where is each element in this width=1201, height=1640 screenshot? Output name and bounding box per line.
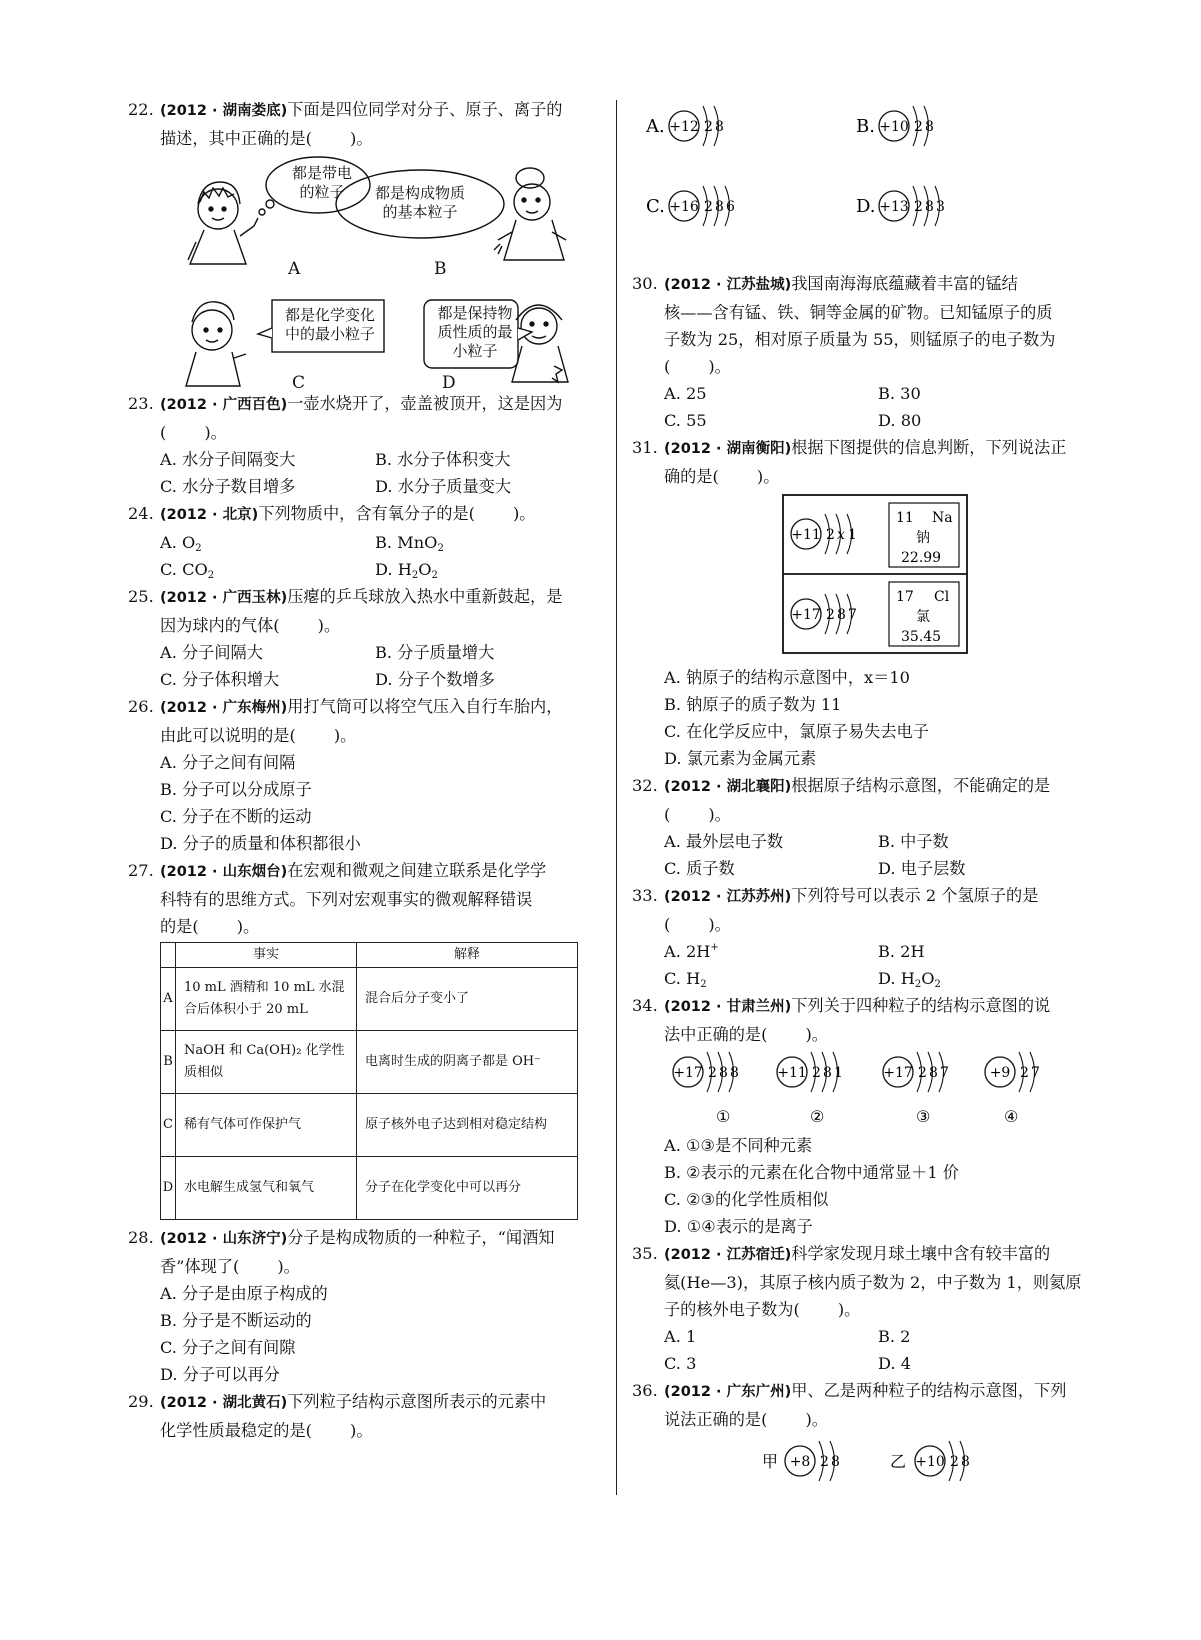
question-36 (632, 1377, 1092, 1491)
option-c[interactable]: C. $H_2$ (664, 969, 707, 990)
option-c[interactable]: C. 3 (664, 1354, 697, 1373)
option-b[interactable]: B. MnO$_2$ (375, 533, 444, 554)
question-stem: 下列粒子结构示意图所表示的元素中 (287, 1392, 547, 1411)
question-number: 32. (632, 776, 658, 795)
question-stem: 子数为 25，相对原子质量为 55，则锰原子的电子数为 (664, 330, 1056, 349)
nucleus-charge: +11 (777, 1065, 807, 1081)
option-b[interactable]: B. 中子数 (878, 832, 949, 851)
question-stem: 根据原子结构示意图，不能确定的是 (791, 776, 1051, 795)
table-header-fact: 事实 (176, 943, 357, 968)
question-34 (632, 992, 1092, 1240)
electron-count: 7 (848, 607, 857, 623)
question-stem-end: )。 (837, 1300, 861, 1319)
question-number: 30. (632, 274, 658, 293)
option-b[interactable]: B. 分子质量增大 (375, 643, 495, 662)
electron-count: 2 (704, 199, 713, 215)
question-stem: 核——含有锰、铁、铜等金属的矿物。已知锰原子的质 (664, 303, 1053, 322)
bubble-a-text: 都是带电 的粒子 (291, 164, 352, 201)
question-stem: 甲、乙是两种粒子的结构示意图，下列 (791, 1381, 1067, 1400)
question-stem: 压瘪的乒乓球放入热水中重新鼓起，是 (287, 587, 563, 606)
option-label[interactable]: C. (646, 196, 665, 217)
student-c-drawing (186, 302, 246, 386)
question-stem: ( (160, 423, 167, 442)
question-number: 28. (128, 1228, 154, 1247)
question-stem-end: )。 (512, 504, 536, 523)
electron-count: 2 (812, 1065, 821, 1081)
svg-text:乙: 乙 (890, 1452, 907, 1471)
question-number: 35. (632, 1244, 658, 1263)
electron-count: 8 (831, 1454, 840, 1470)
electron-count: 7 (1031, 1065, 1040, 1081)
question-stem-end: )。 (317, 616, 341, 635)
question-number: 34. (632, 996, 658, 1015)
option-c[interactable]: C. 质子数 (664, 859, 735, 878)
question-stem-end: )。 (350, 129, 373, 148)
option-d[interactable]: D. 80 (878, 411, 922, 430)
nucleus-charge: +8 (789, 1454, 811, 1470)
question-stem: 法中正确的是( (664, 1025, 768, 1044)
question-source: (2012 · 湖北黄石) (160, 1395, 288, 1411)
question-stem-end: )。 (708, 915, 731, 934)
question-stem-end: )。 (236, 917, 260, 936)
option-label[interactable]: D. (856, 196, 876, 217)
electron-count: 1 (834, 1065, 843, 1081)
question-stem-end: )。 (756, 467, 780, 486)
question-stem: 因为球内的气体( (160, 616, 280, 635)
electron-count: 2 (1020, 1065, 1029, 1081)
question-stem-end: )。 (805, 1025, 828, 1044)
question-source: (2012 · 广东广州) (664, 1384, 792, 1400)
electron-count: 8 (719, 1065, 728, 1081)
left-column (128, 96, 590, 1444)
bubble-b-text: 都是构成物质 的基本粒子 (374, 184, 465, 221)
option-b[interactable]: B. 水分子体积变大 (375, 450, 511, 469)
question-stem: 子的核外电子数为( (664, 1300, 800, 1319)
question-source: (2012 · 江苏苏州) (664, 889, 792, 905)
figure-label-d: D (442, 373, 456, 393)
question-stem: 化学性质最稳定的是( (160, 1421, 313, 1440)
figure-label-b: B (434, 259, 447, 279)
svg-text:Na: Na (932, 510, 953, 526)
electron-count: 8 (961, 1454, 970, 1470)
q29-options (632, 102, 1092, 270)
option-a[interactable]: A. 25 (664, 384, 707, 403)
student-a-drawing (188, 182, 274, 264)
question-stem: 的是( (160, 917, 199, 936)
question-stem: 下列物质中，含有氧分子的是( (258, 504, 475, 523)
option-c[interactable]: C. 分子体积增大 (160, 670, 280, 689)
option-d[interactable]: D. $H_2O_2$ (375, 560, 438, 581)
question-source: (2012 · 江苏宿迁) (664, 1247, 792, 1263)
electron-count: 2 (826, 607, 835, 623)
question-stem: 在宏观和微观之间建立联系是化学学 (287, 861, 547, 880)
question-number: 31. (632, 438, 658, 457)
question-source: (2012 · 山东济宁) (160, 1231, 288, 1247)
question-stem-end: )。 (708, 357, 731, 376)
question-stem: 下面是四位同学对分子、原子、离子的 (287, 100, 563, 119)
svg-text:甲: 甲 (762, 1452, 779, 1471)
question-number: 29. (128, 1392, 154, 1411)
electron-count: 8 (929, 1065, 938, 1081)
electron-count: 2 (708, 1065, 717, 1081)
q31-figure (782, 494, 1092, 658)
question-number: 23. (128, 394, 154, 413)
option-label[interactable]: A. (646, 116, 665, 137)
question-28 (128, 1224, 590, 1388)
q31-element-table (782, 494, 968, 654)
question-number: 33. (632, 886, 658, 905)
option-b[interactable]: B. 分子是不断运动的 (160, 1311, 312, 1330)
option-c[interactable]: C. 55 (664, 411, 707, 430)
question-29 (128, 1388, 590, 1444)
question-26 (128, 693, 590, 857)
electron-count: 8 (730, 1065, 739, 1081)
svg-text:35.45: 35.45 (901, 629, 942, 645)
option-d[interactable]: D. 分子可以再分 (160, 1365, 280, 1384)
bubble-d-text: 都是保持物 质性质的最 小粒子 (437, 304, 513, 360)
option-a[interactable]: A. 分子间隔大 (160, 643, 263, 662)
electron-count: 7 (940, 1065, 949, 1081)
electron-count: 2 (914, 119, 923, 135)
question-stem-end: )。 (350, 1421, 373, 1440)
electron-count: 8 (837, 607, 846, 623)
question-stem: 科特有的思维方式。下列对宏观事实的微观解释错误 (160, 890, 533, 909)
question-stem: 说法正确的是( (664, 1410, 768, 1429)
question-31 (632, 434, 1092, 772)
question-stem: 科学家发现月球土壤中含有较丰富的 (791, 1244, 1051, 1263)
question-source: (2012 · 湖北襄阳) (664, 779, 792, 795)
q27-table (160, 942, 578, 1220)
question-27 (128, 857, 590, 1220)
options (160, 446, 590, 500)
nucleus-charge: +17 (791, 607, 821, 623)
table-row[interactable]: C 稀有气体可作保护气 原子核外电子达到相对稳定结构 (161, 1094, 578, 1157)
question-stem: ( (664, 357, 671, 376)
figure-label-c: C (292, 373, 306, 393)
options (664, 938, 1092, 992)
student-d-drawing (512, 305, 568, 382)
option-c[interactable]: C. 在化学反应中，氯原子易失去电子 (664, 722, 929, 741)
question-stem: 我国南海海底蕴藏着丰富的锰结 (791, 274, 1018, 293)
question-22 (128, 96, 590, 152)
option-c[interactable]: C. 分子在不断的运动 (160, 807, 312, 826)
question-stem-end: )。 (204, 423, 227, 442)
question-stem: 由此可以说明的是( (160, 726, 296, 745)
question-number: 24. (128, 504, 154, 523)
option-c[interactable]: C. 分子之间有间隙 (160, 1338, 296, 1357)
question-stem: 下列符号可以表示 2 个氢原子的是 (791, 886, 1039, 905)
svg-text:④: ④ (1004, 1107, 1019, 1126)
question-stem: 确的是( (664, 467, 719, 486)
question-33 (632, 882, 1092, 992)
option-d[interactable]: D. 氯元素为金属元素 (664, 749, 817, 768)
question-number: 26. (128, 697, 154, 716)
q29-atom-diagrams (632, 102, 1092, 270)
question-stem-end: )。 (333, 726, 357, 745)
option-b[interactable]: B. 2 (878, 1327, 911, 1346)
option-c[interactable]: C. 水分子数目增多 (160, 477, 296, 496)
table-row[interactable]: B NaOH 和 Ca(OH)₂ 化学性质相似 电离时生成的阴离子都是 OH⁻ (161, 1031, 578, 1094)
question-stem: ( (664, 915, 671, 934)
electron-count: 8 (925, 199, 934, 215)
electron-count: x (837, 527, 845, 543)
q36-particle-diagrams (664, 1433, 1092, 1491)
option-a[interactable]: A. 分子是由原子构成的 (160, 1284, 328, 1303)
option-a[interactable]: A. ①③是不同种元素 (664, 1136, 813, 1155)
option-b[interactable]: B. 钠原子的质子数为 11 (664, 695, 842, 714)
nucleus-charge: +12 (669, 119, 699, 135)
question-32 (632, 772, 1092, 882)
option-a[interactable]: A. 1 (664, 1327, 697, 1346)
q36-figure (664, 1433, 1092, 1491)
option-a[interactable]: A. 水分子间隔变大 (160, 450, 296, 469)
option-b[interactable]: B. 分子可以分成原子 (160, 780, 312, 799)
question-stem-end: )。 (805, 1410, 828, 1429)
q22-figure (160, 152, 590, 393)
question-source: (2012 · 江苏盐城) (664, 277, 792, 293)
options (160, 529, 590, 583)
q34-figure (664, 1048, 1092, 1132)
svg-text:①: ① (716, 1107, 731, 1126)
question-source: (2012 · 山东烟台) (160, 864, 288, 880)
option-b[interactable]: B. ②表示的元素在化合物中通常显＋1 价 (664, 1163, 959, 1182)
question-stem-end: )。 (277, 1257, 300, 1276)
right-column (632, 102, 1092, 1491)
option-a[interactable]: A. 钠原子的结构示意图中，x＝10 (664, 668, 910, 687)
option-c[interactable]: C. ②③的化学性质相似 (664, 1190, 829, 1209)
table-header-explanation: 解释 (357, 943, 578, 968)
option-a[interactable]: A. 最外层电子数 (664, 832, 784, 851)
table-row[interactable]: D 水电解生成氢气和氧气 分子在化学变化中可以再分 (161, 1157, 578, 1220)
question-35 (632, 1240, 1092, 1377)
question-source: (2012 · 甘肃兰州) (664, 999, 792, 1015)
question-stem-end: )。 (708, 805, 731, 824)
option-d[interactable]: D. 电子层数 (878, 859, 966, 878)
electron-count: 8 (823, 1065, 832, 1081)
question-24 (128, 500, 590, 583)
electron-count: 8 (715, 119, 724, 135)
electron-count: 6 (726, 199, 735, 215)
question-stem: 氦(He—3)，其原子核内质子数为 2，中子数为 1，则氦原 (664, 1273, 1082, 1292)
electron-count: 2 (826, 527, 835, 543)
question-30 (632, 270, 1092, 434)
question-source: (2012 · 湖南衡阳) (664, 441, 792, 457)
svg-text:Cl: Cl (934, 589, 950, 605)
question-source: (2012 · 北京) (160, 507, 259, 523)
nucleus-charge: +17 (883, 1065, 913, 1081)
options (664, 380, 1092, 434)
question-stem: 描述，其中正确的是( (160, 129, 313, 148)
options (160, 639, 590, 693)
question-stem: 香”体现了( (160, 1257, 240, 1276)
svg-text:17: 17 (896, 589, 914, 605)
bubble-c-text: 都是化学变化 中的最小粒子 (284, 306, 375, 343)
question-number: 22. (128, 100, 154, 119)
nucleus-charge: +17 (673, 1065, 703, 1081)
option-a[interactable]: A. $O_2$ (160, 533, 202, 554)
option-d[interactable]: D. 水分子质量变大 (375, 477, 512, 496)
electron-count: 2 (950, 1454, 959, 1470)
options (664, 1323, 1092, 1377)
question-stem: 下列关于四种粒子的结构示意图的说 (791, 996, 1051, 1015)
option-d[interactable]: D. 分子的质量和体积都很小 (160, 834, 361, 853)
electron-count: 2 (820, 1454, 829, 1470)
question-stem: 用打气筒可以将空气压入自行车胎内， (287, 697, 563, 716)
student-b-drawing (494, 168, 566, 260)
svg-text:②: ② (810, 1107, 825, 1126)
svg-text:22.99: 22.99 (901, 550, 942, 566)
question-number: 36. (632, 1381, 658, 1400)
option-a[interactable]: A. 分子之间有间隔 (160, 753, 296, 772)
question-stem: 根据下图提供的信息判断，下列说法正 (791, 438, 1067, 457)
question-stem: 一壶水烧开了，壶盖被顶开，这是因为 (287, 394, 563, 413)
electron-count: 2 (704, 119, 713, 135)
electron-count: 2 (914, 199, 923, 215)
question-stem: ( (664, 805, 671, 824)
question-source: (2012 · 广东梅州) (160, 700, 288, 716)
nucleus-charge: +13 (879, 199, 909, 215)
question-source: (2012 · 广西玉林) (160, 590, 288, 606)
option-b[interactable]: B. 2H (878, 942, 925, 961)
option-label[interactable]: B. (856, 116, 875, 137)
question-source: (2012 · 广西百色) (160, 397, 288, 413)
question-source: (2012 · 湖南娄底) (160, 103, 288, 119)
nucleus-charge: +11 (791, 527, 821, 543)
svg-text:钠: 钠 (916, 530, 930, 546)
question-stem: 分子是构成物质的一种粒子，“闻酒知 (287, 1228, 555, 1247)
question-23 (128, 390, 590, 500)
figure-label-a: A (288, 259, 301, 279)
option-d[interactable]: D. ①④表示的是离子 (664, 1217, 813, 1236)
electron-count: 8 (925, 119, 934, 135)
table-row[interactable]: A 10 mL 酒精和 10 mL 水混合后体积小于 20 mL 混合后分子变小了 (161, 968, 578, 1031)
option-c[interactable]: C. $CO_2$ (160, 560, 215, 581)
nucleus-charge: +9 (989, 1065, 1011, 1081)
q34-ion-diagrams (664, 1048, 1092, 1132)
nucleus-charge: +10 (879, 119, 909, 135)
svg-text:11: 11 (896, 510, 914, 526)
question-25 (128, 583, 590, 693)
option-d[interactable]: D. $H_2O_2$ (878, 969, 941, 990)
option-a[interactable]: A. 2H+ (664, 942, 719, 961)
electron-count: 2 (918, 1065, 927, 1081)
electron-count: 8 (715, 199, 724, 215)
nucleus-charge: +16 (669, 199, 699, 215)
column-divider (616, 100, 617, 1495)
electron-count: 3 (936, 199, 945, 215)
electron-count: 1 (848, 527, 857, 543)
option-d[interactable]: D. 分子个数增多 (375, 670, 495, 689)
option-b[interactable]: B. 30 (878, 384, 921, 403)
nucleus-charge: +10 (915, 1454, 945, 1470)
svg-text:氯: 氯 (916, 609, 930, 625)
options (664, 828, 1092, 882)
option-d[interactable]: D. 4 (878, 1354, 911, 1373)
question-number: 27. (128, 861, 154, 880)
question-number: 25. (128, 587, 154, 606)
svg-text:③: ③ (916, 1107, 931, 1126)
